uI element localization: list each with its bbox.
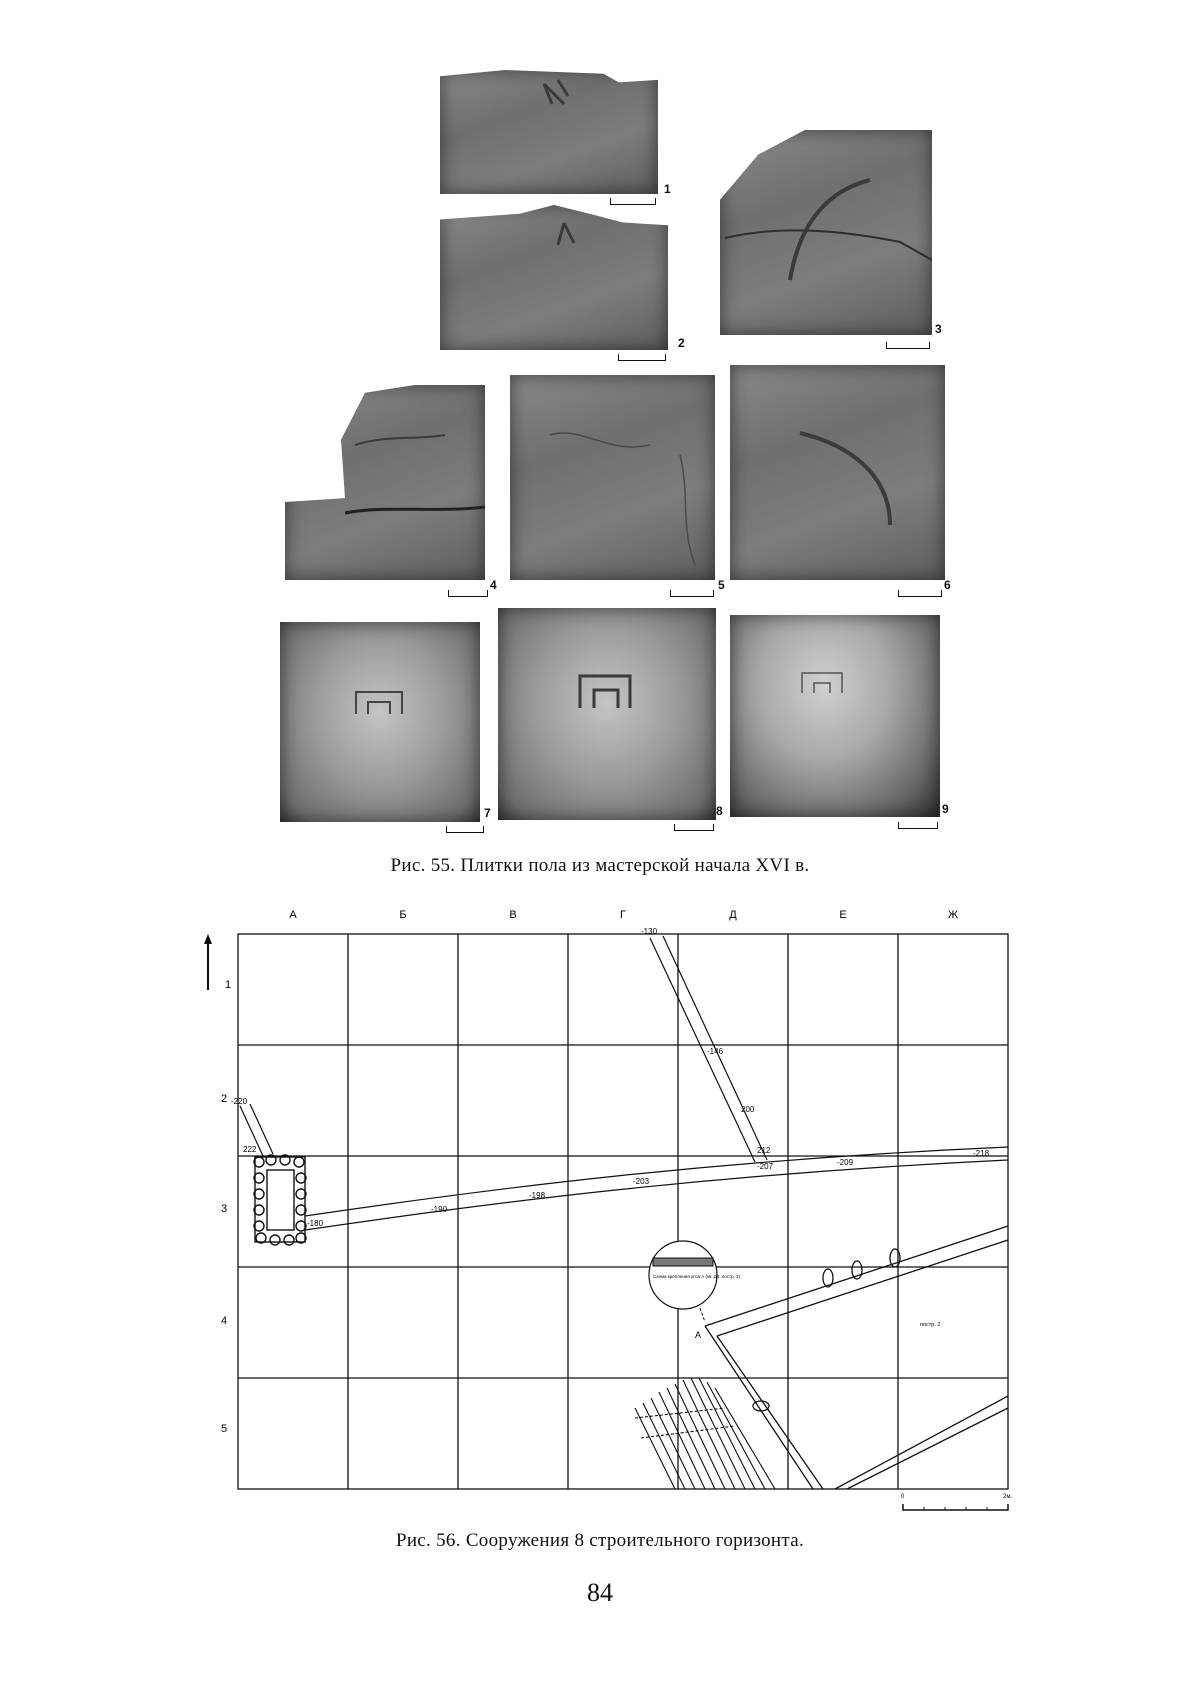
scale-zero: 0	[901, 1494, 905, 1500]
tile-number-7: 7	[484, 806, 491, 820]
building-label: постр. 2	[920, 1322, 941, 1328]
elevation-label: -203	[633, 1177, 650, 1186]
elevation-marks	[231, 927, 990, 1228]
tile-photo-2	[440, 205, 668, 350]
tile-photo-7	[280, 622, 480, 822]
elevation-label: -130	[641, 927, 658, 936]
tile-number-5: 5	[718, 578, 725, 592]
tile-arc-mark-icon	[730, 365, 945, 580]
row-label: 3	[221, 1203, 228, 1215]
elevation-label: -218	[973, 1149, 990, 1158]
figure-55-caption: Рис. 55. Плитки пола из мастерской начала XVI в.	[390, 855, 810, 876]
row-label: 5	[221, 1423, 228, 1435]
tile-photo-8	[498, 608, 716, 820]
column-label: Ж	[947, 909, 959, 921]
scale-bar-1	[610, 198, 656, 205]
scale-bar-7	[446, 826, 484, 833]
elevation-label: -190	[431, 1205, 448, 1214]
tile-crack-and-arc-icon	[720, 130, 932, 335]
tile-number-8: 8	[716, 804, 723, 818]
scale-bar-4	[448, 590, 488, 597]
column-label: Б	[399, 909, 407, 921]
tile-number-9: 9	[942, 802, 949, 816]
tile-number-2: 2	[678, 336, 685, 350]
elevation-label: -146	[707, 1047, 724, 1056]
elevation-label: -220	[231, 1097, 248, 1106]
column-label: Е	[839, 909, 847, 921]
column-label: А	[289, 909, 297, 921]
figure-56-plan	[195, 898, 1025, 1518]
point-label: А	[695, 1330, 702, 1340]
elevation-label: 222	[243, 1145, 257, 1154]
tile-photo-9	[730, 615, 940, 817]
elevation-label: 200	[741, 1105, 755, 1114]
inset-text: Схема крепления угла А (кв. Д4, постр. 2)	[653, 1274, 741, 1279]
tile-photo-5	[510, 375, 715, 580]
tile-number-3: 3	[935, 322, 942, 336]
building-2-outline	[705, 1226, 1008, 1489]
plan-scale-bar	[901, 1494, 1012, 1510]
scale-bar-6	[898, 590, 942, 597]
stone-ring-structure	[254, 1155, 306, 1245]
row-label: 4	[221, 1315, 228, 1327]
elevation-label: -209	[837, 1158, 854, 1167]
tile-number-4: 4	[490, 578, 497, 592]
tile-crack-icon	[285, 385, 485, 580]
column-label: В	[509, 909, 517, 921]
excavation-grid	[238, 934, 1008, 1489]
scale-bar-5	[670, 590, 714, 597]
row-label: 1	[225, 979, 232, 991]
tile-crack-icon	[510, 375, 715, 580]
tile-stamp-mark-icon	[498, 608, 716, 820]
scale-end: 2м.	[1003, 1494, 1013, 1500]
log-structure	[240, 1104, 1008, 1230]
elevation-label: -207	[757, 1162, 774, 1171]
tile-photo-1	[440, 70, 658, 194]
log-floor-fragment	[635, 1378, 775, 1489]
tile-stamp-mark-icon	[280, 622, 480, 822]
scale-bar-9	[898, 822, 938, 829]
figure-56-caption: Рис. 56. Сооружения 8 строительного горизонта.	[395, 1530, 805, 1551]
tile-number-6: 6	[944, 578, 951, 592]
tile-stamp-mark-icon	[730, 615, 940, 817]
tile-photo-6	[730, 365, 945, 580]
corner-fastening-inset	[649, 1241, 741, 1322]
elevation-label: -180	[307, 1219, 324, 1228]
column-label: Г	[620, 909, 626, 921]
tile-photo-3	[720, 130, 932, 335]
elevation-label: -198	[529, 1191, 546, 1200]
scale-bar-3	[886, 342, 930, 349]
page-number: 84	[587, 1578, 613, 1607]
row-label: 2	[221, 1093, 228, 1105]
scale-bar-8	[674, 824, 714, 831]
north-arrow-icon	[204, 934, 212, 990]
elevation-label: 212	[757, 1146, 771, 1155]
tile-engraved-mark-icon	[440, 205, 668, 350]
tile-photo-4	[285, 385, 485, 580]
tile-number-1: 1	[664, 182, 671, 196]
tile-engraved-mark-icon	[440, 70, 658, 194]
column-label: Д	[729, 909, 737, 921]
scale-bar-2	[618, 354, 666, 361]
